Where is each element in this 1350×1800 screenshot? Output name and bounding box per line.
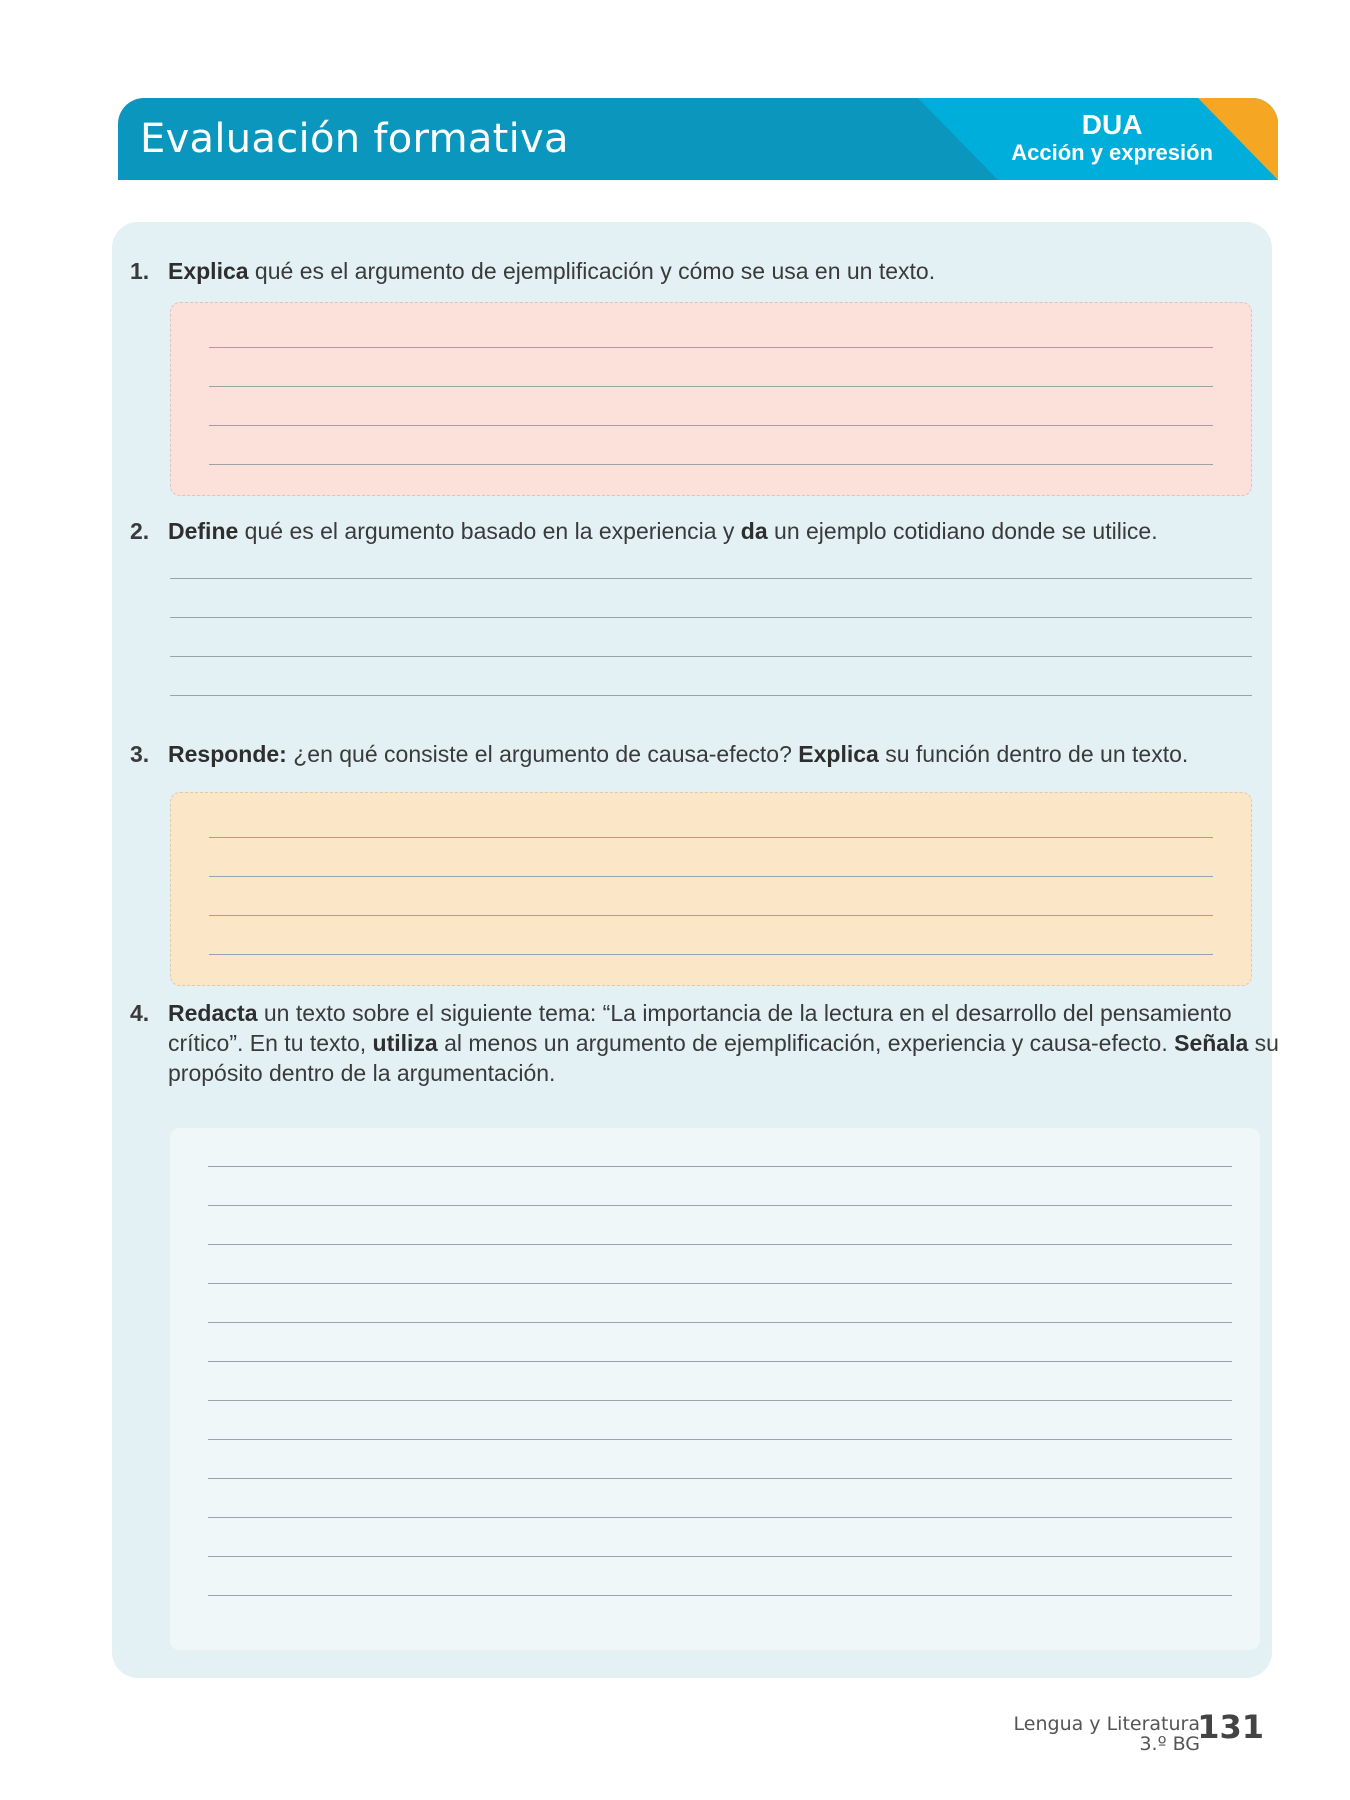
question-text <box>168 516 1280 546</box>
answer-line <box>208 1244 1232 1245</box>
answer-line <box>170 695 1252 696</box>
answer-line <box>208 1361 1232 1362</box>
answer-line <box>209 425 1213 426</box>
answer-line <box>208 1166 1232 1167</box>
answer-line <box>208 1283 1232 1284</box>
answer-box-4[interactable] <box>170 1128 1260 1650</box>
answer-area-2[interactable] <box>170 578 1252 718</box>
answer-box-1[interactable] <box>170 302 1252 496</box>
answer-line <box>208 1322 1232 1323</box>
question-3 <box>130 739 1280 769</box>
answer-line <box>209 386 1213 387</box>
answer-line <box>209 876 1213 877</box>
question-body: al menos un argumento de ejemplificación, experiencia y causa-efecto. <box>437 1030 1175 1056</box>
question-text <box>168 998 1280 1088</box>
question-2 <box>130 516 1280 546</box>
answer-line <box>209 915 1213 916</box>
question-text <box>168 256 1280 286</box>
question-body: ¿en qué consiste el argumento de causa-efecto? <box>286 741 799 767</box>
question-verb: Responde: <box>168 741 287 767</box>
question-verb: da <box>740 518 768 544</box>
question-number: 4. <box>130 1000 150 1026</box>
dua-label: DUA <box>1081 109 1143 140</box>
question-body: un ejemplo cotidiano donde se utilice. <box>767 518 1158 544</box>
question-body: un texto sobre el siguiente tema: “La importancia de la lectura en el desarrollo del pensamiento crítico”. En tu texto, <box>168 1000 1232 1056</box>
answer-line <box>209 464 1213 465</box>
question-1 <box>130 256 1280 286</box>
answer-line <box>170 656 1252 657</box>
question-verb: Señala <box>1174 1030 1249 1056</box>
page-number: 131 <box>1197 1708 1264 1746</box>
answer-line <box>209 837 1213 838</box>
question-body: su función dentro de un texto. <box>878 741 1189 767</box>
question-number: 1. <box>130 258 150 284</box>
answer-line <box>208 1478 1232 1479</box>
dua-badge <box>1011 110 1213 166</box>
question-text <box>168 739 1280 769</box>
question-verb: Define <box>168 518 239 544</box>
question-number: 3. <box>130 741 150 767</box>
question-verb: Explica <box>798 741 879 767</box>
answer-line <box>208 1595 1232 1596</box>
subject-name: Lengua y Literatura <box>1013 1713 1200 1735</box>
question-body: su propósito dentro de la argumentación. <box>168 1030 1279 1086</box>
question-4 <box>130 998 1280 1088</box>
question-body: qué es el argumento basado en la experiencia y <box>238 518 741 544</box>
answer-line <box>208 1400 1232 1401</box>
grade-level: 3.º BG <box>1139 1733 1200 1755</box>
footer-subject <box>1014 1714 1200 1754</box>
answer-line <box>170 617 1252 618</box>
answer-line <box>208 1517 1232 1518</box>
question-verb: utiliza <box>372 1030 438 1056</box>
answer-line <box>209 347 1213 348</box>
answer-line <box>208 1439 1232 1440</box>
dua-subtitle: Acción y expresión <box>1011 140 1213 165</box>
answer-line <box>208 1556 1232 1557</box>
question-verb: Explica <box>168 258 249 284</box>
answer-line <box>209 954 1213 955</box>
answer-box-3[interactable] <box>170 792 1252 986</box>
answer-line <box>208 1205 1232 1206</box>
section-title: Evaluación formativa <box>140 116 569 162</box>
answer-line <box>170 578 1252 579</box>
question-body: qué es el argumento de ejemplificación y cómo se usa en un texto. <box>248 258 936 284</box>
question-verb: Redacta <box>168 1000 258 1026</box>
question-number: 2. <box>130 518 150 544</box>
activity-panel <box>112 222 1279 1678</box>
section-header <box>118 98 1278 180</box>
